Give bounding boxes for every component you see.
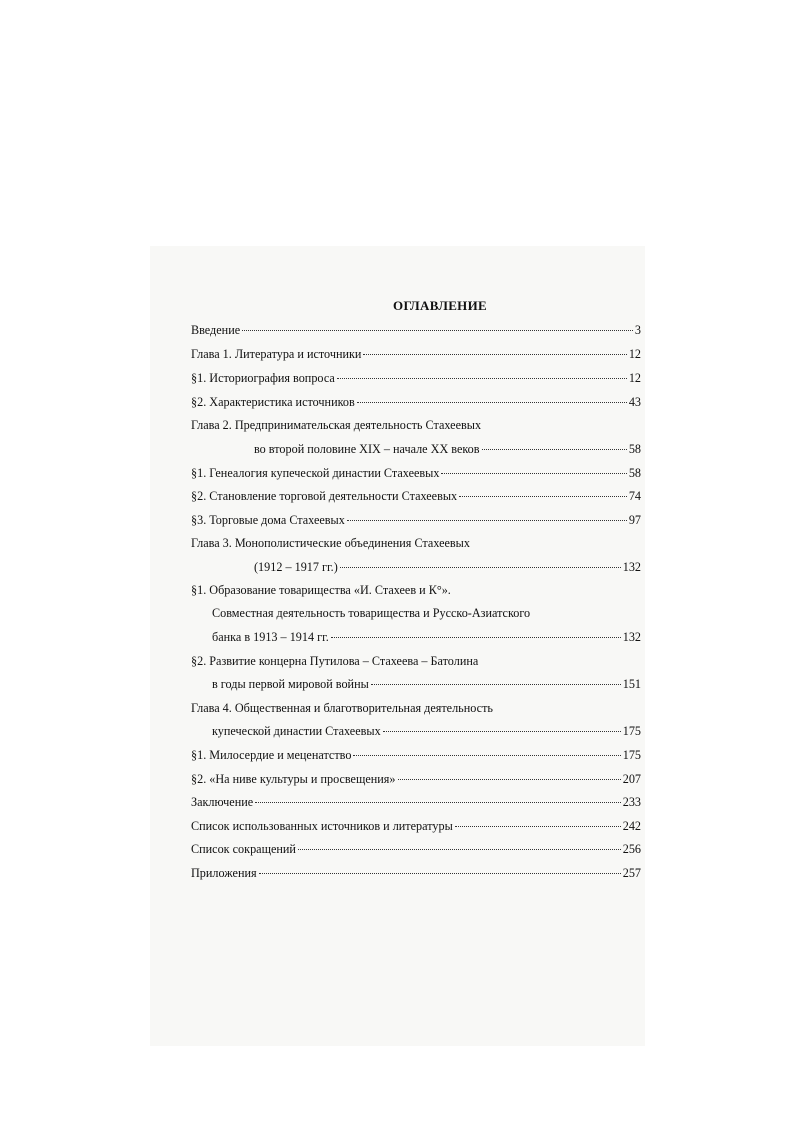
toc-entry-chapter-3 [191,535,641,551]
toc-entry-page: 256 [622,842,641,856]
toc-entry-page: 132 [622,560,641,574]
toc-entry-ch3-sec1-cont-1 [212,605,641,621]
toc-entry-label: Глава 3. Монополистические объединения Стахеевых [191,536,470,550]
toc-entry-label: §1. Историография вопроса [191,371,335,385]
dot-leader [347,520,627,521]
toc-entry-conclusion [191,794,641,810]
toc-entry-label: Заключение [191,795,254,809]
toc-entry-label: во второй половине XIX – начале XX веков [254,442,480,456]
toc-title: ОГЛАВЛЕНИЕ [393,298,487,313]
dot-leader [242,330,633,331]
toc-entry-ch3-sec2 [191,653,641,669]
toc-entry-label: купеческой династии Стахеевых [212,724,381,738]
dot-leader [455,826,621,827]
dot-leader [255,802,621,803]
toc-entry-label: Глава 2. Предпринимательская деятельность Стахеевых [191,418,482,432]
dot-leader [337,378,627,379]
toc-entry-ch3-sec2-cont [212,676,641,692]
toc-entry-label: §2. «На ниве культуры и просвещения» [191,772,396,786]
dot-leader [340,567,621,568]
toc-entry-ch2-sec2 [191,488,641,504]
dot-leader [357,402,627,403]
toc-entry-page: 151 [622,677,641,691]
toc-entry-page: 12 [628,347,641,361]
toc-entry-ch4-sec2 [191,771,641,787]
toc-entry-chapter-4-cont [212,723,641,739]
toc-entry-page: 97 [628,513,641,527]
toc-entry-chapter-2 [191,417,641,433]
dot-leader [459,496,627,497]
toc-entry-ch4-sec1 [191,747,641,763]
toc-entry-ch1-sec1 [191,370,641,386]
toc-entry-label: в годы первой мировой войны [212,677,369,691]
toc-entry-chapter-1 [191,346,641,362]
toc-entry-ch1-sec2 [191,394,641,410]
toc-entry-page: 175 [622,724,641,738]
toc-entry-label: §1. Генеалогия купеческой династии Стахеевых [191,466,440,480]
toc-entry-chapter-4 [191,700,641,716]
toc-entry-ch3-sec1 [191,582,641,598]
toc-entry-page: 74 [628,489,641,503]
toc-entry-label: Введение [191,323,241,337]
toc-entry-page: 58 [628,466,641,480]
toc-entry-label: §2. Становление торговой деятельности Стахеевых [191,489,458,503]
toc-entry-label: Глава 1. Литература и источники [191,347,362,361]
dot-leader [331,637,621,638]
toc-entry-label: §2. Развитие концерна Путилова – Стахеева – Батолина [191,654,479,668]
toc-entry-chapter-3-cont [254,559,641,575]
toc-entry-label: §1. Милосердие и меценатство [191,748,352,762]
toc-entry-abbreviations [191,841,641,857]
dot-leader [371,684,621,685]
toc-entry-page: 175 [622,748,641,762]
toc-entry-label: §2. Характеристика источников [191,395,355,409]
dot-leader [353,755,620,756]
dot-leader [383,731,621,732]
toc-entry-label: банка в 1913 – 1914 гг. [212,630,329,644]
toc-entry-label: Приложения [191,866,257,880]
toc-entry-page: 207 [622,772,641,786]
toc-entry-page: 233 [622,795,641,809]
toc-entry-page: 257 [622,866,641,880]
toc-entry-page: 43 [628,395,641,409]
dot-leader [441,473,626,474]
toc-entry-ch2-sec3 [191,512,641,528]
toc-entry-page: 3 [634,323,641,337]
toc-entry-label: Список использованных источников и литературы [191,819,453,833]
toc-entry-introduction [191,322,641,338]
toc-entry-label: §1. Образование товарищества «И. Стахеев и К°». [191,583,451,597]
toc-entry-ch3-sec1-cont-2 [212,629,641,645]
toc-entry-bibliography [191,818,641,834]
toc-entry-ch2-sec1 [191,465,641,481]
toc-entry-page: 242 [622,819,641,833]
toc-entry-label: Совместная деятельность товарищества и Русско-Азиатского [212,606,531,620]
toc-entry-chapter-2-cont [254,441,641,457]
toc-entry-label: Список сокращений [191,842,296,856]
toc-entry-label: (1912 – 1917 гг.) [254,560,338,574]
toc-entry-label: §3. Торговые дома Стахеевых [191,513,345,527]
dot-leader [363,354,626,355]
toc-entry-label: Глава 4. Общественная и благотворительная деятельность [191,701,493,715]
toc-entry-page: 58 [628,442,641,456]
dot-leader [298,849,621,850]
toc-entry-appendices [191,865,641,881]
toc-entry-page: 132 [622,630,641,644]
dot-leader [482,449,627,450]
dot-leader [259,873,621,874]
dot-leader [398,779,621,780]
toc-entry-page: 12 [628,371,641,385]
